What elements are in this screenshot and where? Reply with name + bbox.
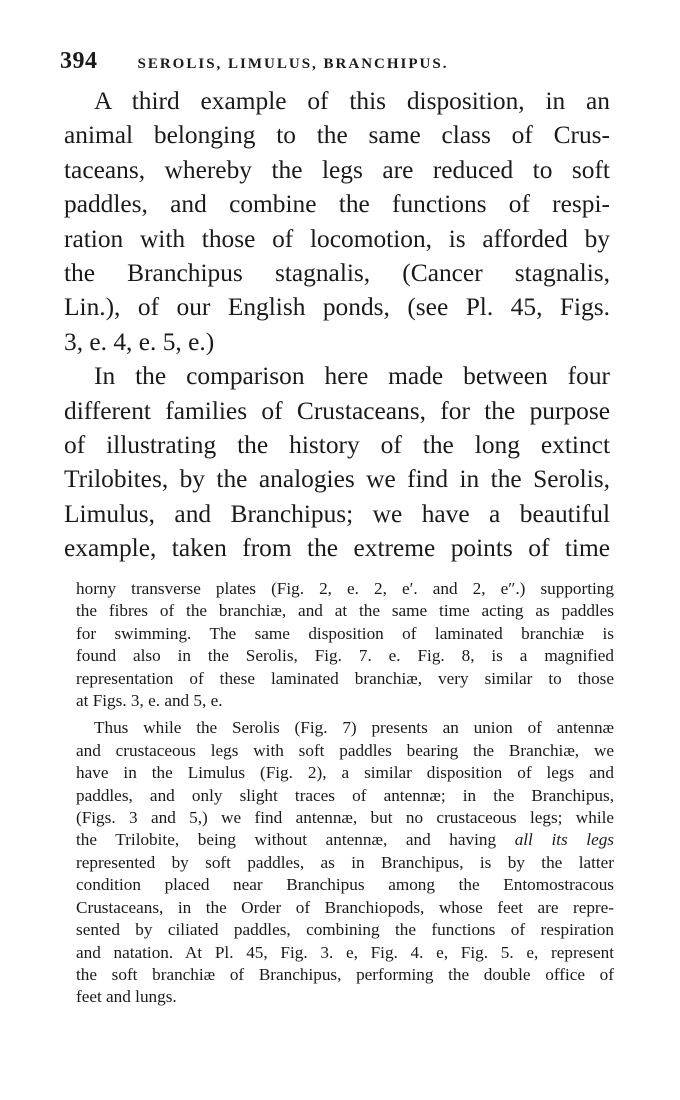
text-line: different families of Crustaceans, for the purpose (64, 396, 610, 425)
text-line: Limulus, and Branchipus; we have a beautiful (64, 499, 610, 528)
italic-phrase: all its legs (514, 830, 614, 850)
paragraph-1 (64, 84, 610, 359)
footnote-line: the fibres of the branchiæ, and at the same time acting as paddles (76, 601, 614, 621)
running-title: SEROLIS, LIMULUS, BRANCHIPUS. (137, 56, 449, 72)
footnote-line: and crustaceous legs with soft paddles bearing the Branchiæ, we (76, 740, 614, 760)
text-line: Trilobites, by the analogies we find in the Serolis, (64, 465, 610, 494)
paragraph-2 (64, 359, 610, 565)
text-line: In the comparison here made between four (94, 362, 610, 391)
text-line: of illustrating the history of the long extinct (64, 431, 610, 460)
text-line: Lin.), of our English ponds, (see Pl. 45, Figs. (64, 293, 610, 322)
main-text (64, 84, 610, 566)
text-line: A third example of this disposition, in an (94, 87, 610, 115)
footnote-line: Thus while the Serolis (Fig. 7) presents an union of antennæ (94, 718, 614, 738)
text-line: paddles, and combine the functions of respi- (64, 190, 610, 219)
footnote-line: horny transverse plates (Fig. 2, e. 2, e′. and 2, e″.) supporting (76, 579, 614, 598)
text-line: animal belonging to the same class of Crus- (64, 121, 610, 150)
page-number: 394 (60, 48, 98, 74)
running-head (60, 48, 620, 75)
footnote-line: condition placed near Branchipus among the Entomostracous (76, 875, 614, 895)
footnote-line: (Figs. 3 and 5,) we find antennæ, but no crustaceous legs; while (76, 808, 614, 828)
footnote-line: the soft branchiæ of Branchipus, performing the double office of (76, 964, 614, 984)
footnote-line: represented by soft paddles, as in Branchipus, is by the latter (76, 852, 614, 872)
footnote-line-text: the Trilobite, being without antennæ, and having (76, 830, 515, 850)
footnote-line: for swimming. The same disposition of laminated branchiæ is (76, 623, 614, 643)
footnote (76, 578, 614, 1009)
footnote-line: at Figs. 3, e. and 5, e. (76, 691, 223, 711)
text-line: taceans, whereby the legs are reduced to soft (64, 155, 610, 184)
text-line: ration with those of locomotion, is afforded by (64, 224, 610, 253)
footnote-line: sented by ciliated paddles, combining the functions of respiration (76, 920, 614, 940)
footnote-line: paddles, and only slight traces of antennæ; in the Branchipus, (76, 785, 614, 805)
footnote-line: representation of these laminated branchiæ, very similar to those (76, 668, 614, 688)
footnote-line: have in the Limulus (Fig. 2), a similar disposition of legs and (76, 763, 614, 783)
footnote-line: found also in the Serolis, Fig. 7. e. Fig. 8, is a magnified (76, 646, 614, 666)
text-line: example, taken from the extreme points of time (64, 534, 610, 563)
footnote-line: Crustaceans, in the Order of Branchiopods, whose feet are repre- (76, 897, 614, 917)
footnote-paragraph-1 (76, 578, 614, 712)
footnote-line: feet and lungs. (76, 987, 177, 1007)
footnote-line: and natation. At Pl. 45, Fig. 3. e, Fig. 4. e, Fig. 5. e, represent (76, 942, 614, 962)
text-line: the Branchipus stagnalis, (Cancer stagnalis, (64, 259, 610, 288)
footnote-line (76, 829, 614, 851)
text-line: 3, e. 4, e. 5, e.) (64, 327, 215, 356)
footnote-paragraph-2 (76, 717, 614, 1008)
